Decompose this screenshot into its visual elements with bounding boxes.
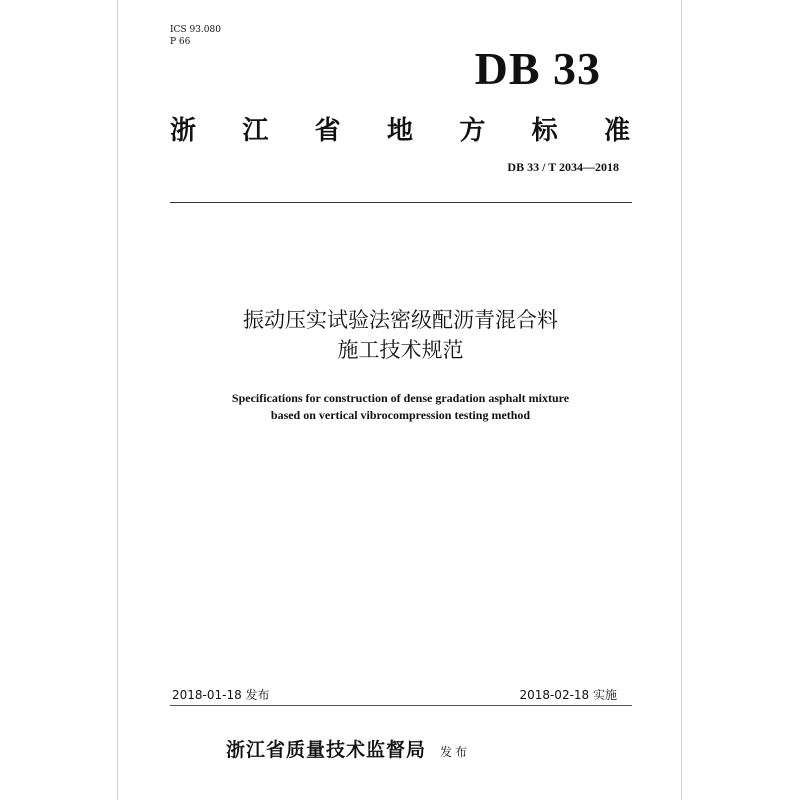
publisher — [226, 735, 470, 762]
document-page — [117, 0, 682, 800]
standard-type-char: 准 — [603, 116, 630, 146]
header-divider — [170, 202, 632, 203]
standard-type-char: 方 — [459, 116, 486, 146]
ics-block — [170, 24, 221, 48]
english-title-line2: based on vertical vibrocompression testing method — [270, 408, 531, 422]
standard-type-char: 浙 — [170, 116, 197, 146]
standard-type-char: 江 — [242, 116, 269, 146]
ics-code: ICS 93.080 — [170, 25, 221, 35]
english-title — [118, 390, 683, 424]
chinese-title — [118, 305, 683, 365]
standard-number: DB 33 / T 2034—2018 — [507, 160, 619, 174]
implementation-date: 2018-02-18 实施 — [519, 688, 617, 702]
standard-type-title — [170, 110, 630, 147]
publisher-name: 浙江省质量技术监督局 — [226, 739, 427, 761]
publisher-suffix: 发布 — [440, 745, 471, 759]
chinese-title-line2: 施工技术规范 — [337, 338, 464, 362]
db-code: DB 33 — [474, 43, 601, 94]
english-title-line1: Specifications for construction of dense gradation asphalt mixture — [231, 391, 570, 405]
standard-type-char: 省 — [314, 116, 341, 146]
class-code: P 66 — [170, 37, 191, 47]
issue-date: 2018-01-18 发布 — [172, 688, 270, 702]
standard-type-char: 地 — [386, 116, 413, 146]
chinese-title-line1: 振动压实试验法密级配沥青混合料 — [243, 308, 558, 332]
standard-type-char: 标 — [531, 116, 558, 146]
footer-divider — [170, 705, 632, 706]
